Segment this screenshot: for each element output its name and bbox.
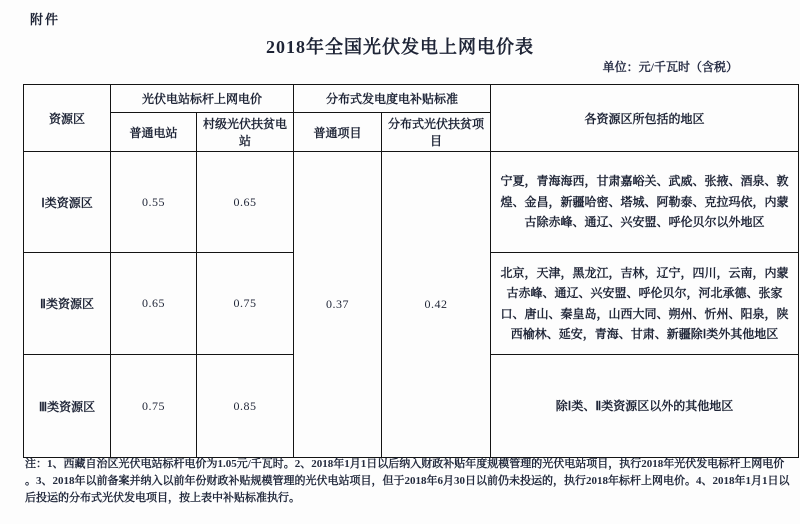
price-table: [23, 84, 799, 458]
footnote-line-3: 后投运的分布式光伏发电项目，按上表中补贴标准执行。: [25, 492, 300, 504]
zone2-regions: 北京，天津，黑龙江，吉林，辽宁，四川，云南，内蒙古赤峰、通辽、兴安盟、呼伦贝尔，河北承德、张家口、唐山、秦皇岛，山西大同、朔州、忻州、阳泉，陕西榆林、延安，青海、甘肃、新疆除Ⅰ类外其他地区: [491, 253, 799, 355]
zone2-village-station-price: 0.75: [197, 253, 294, 355]
zone3-label: Ⅲ类资源区: [24, 355, 111, 458]
page-title: 2018年全国光伏发电上网电价表: [266, 37, 534, 57]
zone1-village-station-price: 0.65: [197, 152, 294, 253]
zone1-regions: 宁夏，青海海西，甘肃嘉峪关、武威、张掖、酒泉、敦煌、金昌，新疆哈密、塔城、阿勒泰、克拉玛依，内蒙古除赤峰、通辽、兴安盟、呼伦贝尔以外地区: [491, 152, 799, 253]
footnotes: [25, 456, 795, 507]
zone1-label: Ⅰ类资源区: [24, 152, 111, 253]
zone2-ordinary-station-price: 0.65: [111, 253, 197, 355]
zone3-village-station-price: 0.85: [197, 355, 294, 458]
table-header-row-1: [24, 85, 799, 113]
zone3-ordinary-station-price: 0.75: [111, 355, 197, 458]
poverty-project-subsidy: 0.42: [382, 152, 491, 458]
header-ordinary-project: 普通项目: [294, 113, 382, 152]
unit-label: 单位：元/千瓦时（含税）: [602, 60, 738, 74]
zone2-label: Ⅱ类资源区: [24, 253, 111, 355]
header-village-poverty-station: 村级光伏扶贫电站: [197, 113, 294, 152]
header-distributed-poverty-project: 分布式光伏扶贫项目: [382, 113, 491, 152]
attachment-label: 附件: [30, 12, 61, 27]
header-regions-included: 各资源区所包括的地区: [491, 85, 799, 152]
header-resource-zone: 资源区: [24, 85, 111, 152]
zone3-regions: 除Ⅰ类、Ⅱ类资源区以外的其他地区: [491, 355, 799, 458]
table-row-zone1: [24, 152, 799, 253]
zone1-ordinary-station-price: 0.55: [111, 152, 197, 253]
footnote-line-1: 注：1、西藏自治区光伏电站标杆电价为1.05元/千瓦时。2、2018年1月1日以后纳入财政补贴年度规模管理的光伏电站项目，执行2018年光伏发电标杆上网电价: [25, 458, 785, 470]
ordinary-project-subsidy: 0.37: [294, 152, 382, 458]
header-distributed-subsidy-group: 分布式发电度电补贴标准: [294, 85, 491, 113]
header-benchmark-price-group: 光伏电站标杆上网电价: [111, 85, 294, 113]
header-ordinary-station: 普通电站: [111, 113, 197, 152]
footnote-line-2: 。3、2018年以前备案并纳入以前年份财政补贴规模管理的光伏电站项目，但于2018年6月30日以前仍未投运的，执行2018年标杆上网电价。4、2018年1月1日以: [25, 475, 790, 487]
